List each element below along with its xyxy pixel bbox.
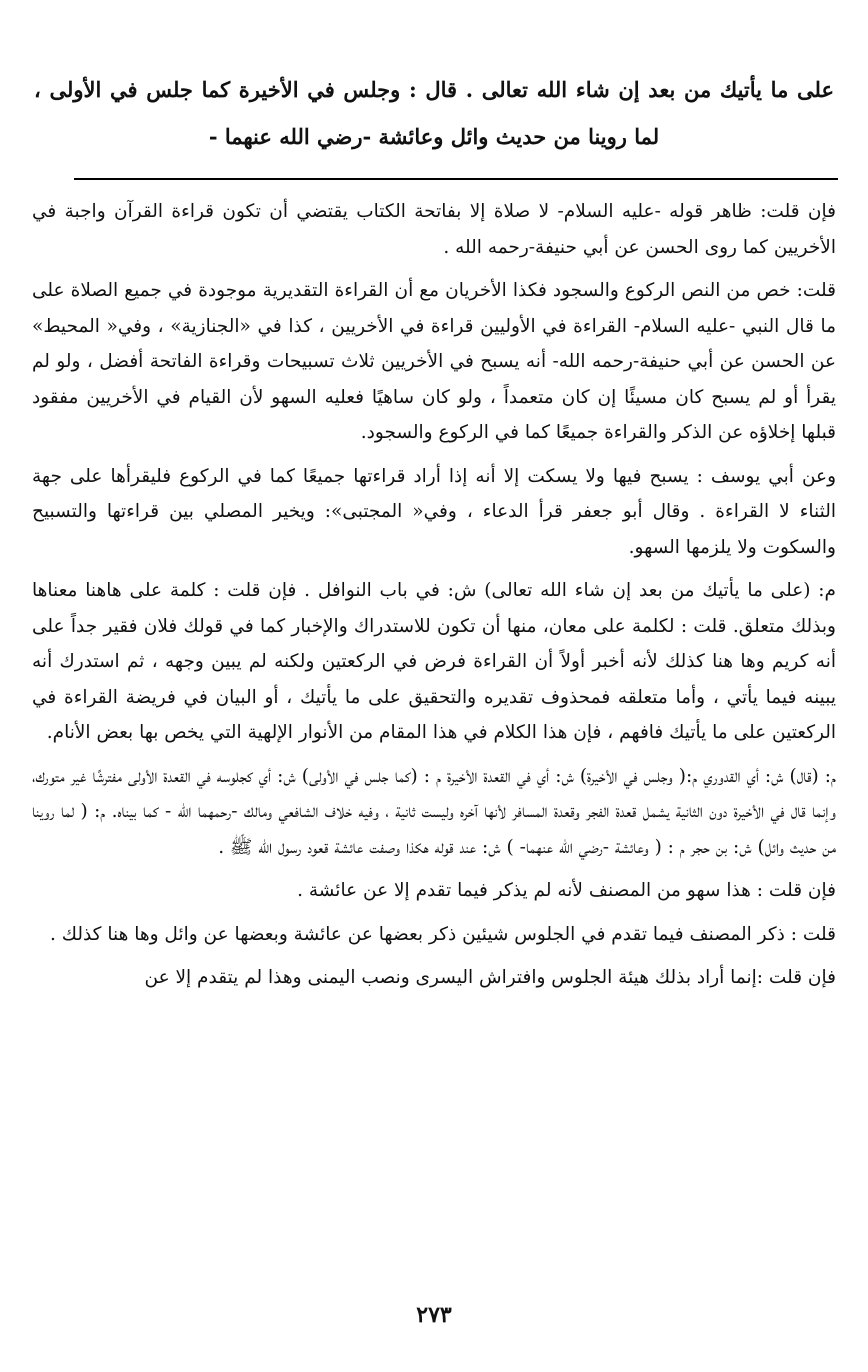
commentary-paragraph: م: (على ما يأتيك من بعد إن شاء الله تعالى) ش: في باب النوافل . فإن قلت : كلمة على هاهنا معناها وبذلك متعلق. قلت : لكلمة على معان، منها أن تكون للاستدراك والإخبار كما في قولك فلان فقير جداً على أنه كريم وها هنا كذلك لأنه أخبر أولاً أن القراءة فرض في الركعتين ولكنه لم يبين وجهه ، ثم استدرك أنه يبينه فيما يأتي ، وأما متعلقه فمحذوف تقديره والتحقيق على ما يأتيك ، أو البيان في فريضة القراءة في الركعتين على ما يأتيك فافهم ، فإن هذا الكلام في هذا المقام من الأنوار الإلهية التي يخص بها بعض الأنام. [32,580,836,743]
commentary-paragraph: م: (قال) ش: أي القدوري م:( وجلس في الأخيرة) ش: أي في القعدة الأخيرة م : (كما جلس في الأولى) ش: أي كجلوسه في القعدة الأولى مفترشًا غير متورك، وإنما قال في الأخيرة دون الثانية يشمل قعدة الفجر وقعدة المسافر لأنها آخره وليست ثانية ، وفيه خلاف الشافعي ومالك -رحمهما الله - كما بيناه. م: ( لما روينا من حديث وائل) ش: بن حجر م : ( وعائشة -رضي الله عنهما- ) ش: عند قوله هكذا وصفت عائشة قعود رسول الله ﷺ . [32,765,836,858]
commentary-paragraph: فإن قلت : هذا سهو من المصنف لأنه لم يذكر فيما تقدم إلا عن عائشة . [297,880,836,901]
separator-rule [74,178,838,180]
commentary-paragraph: وعن أبي يوسف : يسبح فيها ولا يسكت إلا أنه إذا أراد قراءتها جميعًا كما في الركوع فليقرأها على جهة الثناء لا القراءة . وقال أبو جعفر قرأ الدعاء ، وفي« المجتبى»: ويخير المصلي بين قراءتها والتسبيح والسكوت ولا يلزمها السهو. [32,465,836,558]
commentary-paragraph: فإن قلت: ظاهر قوله -عليه السلام- لا صلاة إلا بفاتحة الكتاب يقتضي أن تكون قراءة القرآن واجبة في الأخريين كما روى الحسن عن أبي حنيفة-رحمه الله . [32,201,836,258]
commentary [30,194,838,996]
commentary-paragraph: قلت : ذكر المصنف فيما تقدم في الجلوس شيئين ذكر بعضها عن عائشة وبعضها عن وائل وها هنا كذلك . [49,923,836,945]
commentary-paragraph: فإن قلت :إنما أراد بذلك هيئة الجلوس وافتراش اليسرى ونصب اليمنى وهذا لم يتقدم إلا عن [144,967,836,988]
commentary-paragraph: قلت: خص من النص الركوع والسجود فكذا الأخريان مع أن القراءة التقديرية موجودة في جميع الصلاة على ما قال النبي -عليه السلام- القراءة في الأوليين قراءة في الأخريين ، كذا في «الجنازية» ، وفي« المحيط» عن الحسن عن أبي حنيفة-رحمه الله- أنه يسبح في الأخريين ثلاث تسبيحات وقراءة الفاتحة أفضل ، ولو لم يقرأ أو لم يسبح كان مسيئًا إن كان متعمداً ، ولو كان ساهيًا فعليه السهو لأن القيام في الأخريين مفقود قبلها إخلاؤه عن الذكر والقراءة جميعًا كما في الركوع والسجود. [32,280,836,443]
book-page [30,66,838,1372]
matn-text: على ما يأتيك من بعد إن شاء الله تعالى . قال : وجلس في الأخيرة كما جلس في الأولى ، لما روينا من حديث وائل وعائشة -رضي الله عنهما - [34,77,834,149]
page-number: ٢٧٣ [416,1302,452,1328]
